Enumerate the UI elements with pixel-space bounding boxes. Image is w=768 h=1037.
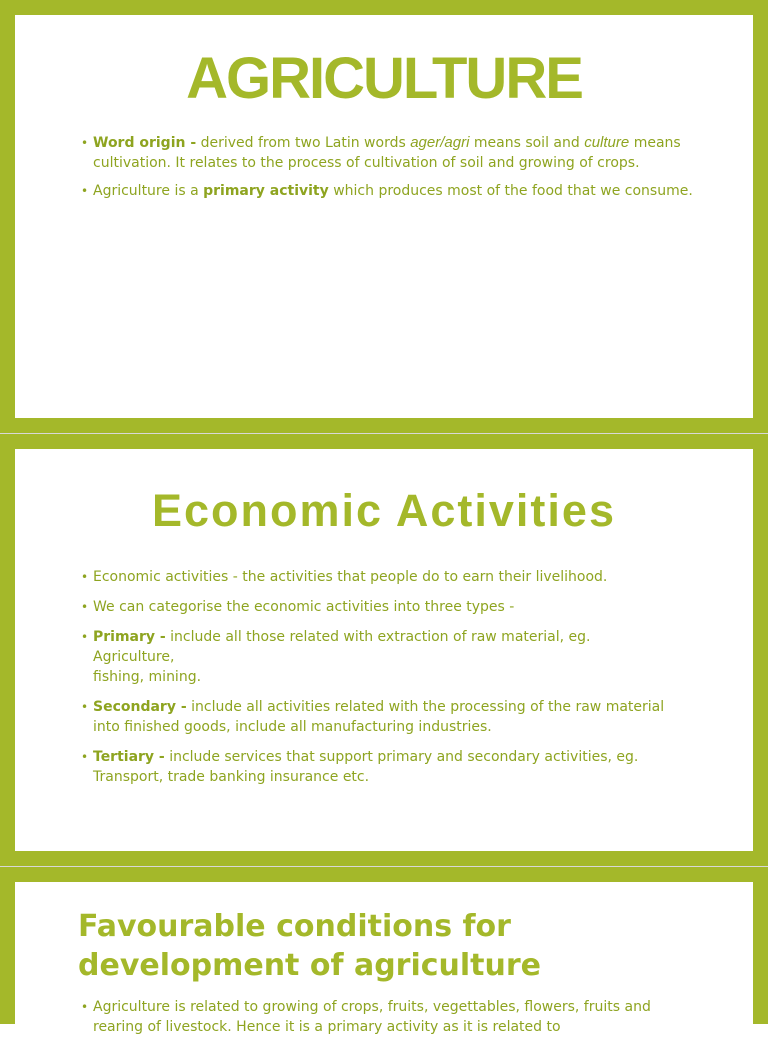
- bullet-item-definition: [81, 567, 693, 587]
- bullet-list: [81, 997, 693, 1037]
- slide-economic-activities: [0, 433, 768, 866]
- bullet-bold-label: Tertiary -: [93, 749, 165, 765]
- slide-content: [15, 882, 753, 1035]
- bullet-text: means soil and: [473, 135, 580, 151]
- bullet-text: We can categorise the economic activities into three types -: [93, 599, 515, 615]
- bullet-item-types: [81, 597, 693, 617]
- bullet-icon: •: [81, 700, 89, 714]
- bullet-icon: •: [81, 750, 89, 764]
- bullet-item-primary-activity: [81, 181, 693, 201]
- bullet-item-secondary: [81, 697, 693, 737]
- bullet-text: include all those related with extraction of raw material, eg.: [170, 629, 591, 645]
- bullet-text: which produces most of the food that we consume.: [333, 183, 693, 199]
- bullet-bold-label: primary activity: [203, 183, 329, 199]
- bullet-text: include all activities related with the processing of the raw material into finished goods, include all manufacturing industries.: [93, 699, 665, 735]
- bullet-list: [81, 133, 693, 209]
- bullet-icon: •: [81, 136, 89, 150]
- bullet-item-word-origin: [81, 133, 693, 173]
- bullet-text: means cultivation. It relates to the process of cultivation of soil and growing of crops.: [93, 135, 681, 171]
- slide-content: [15, 15, 753, 418]
- bullet-item-growing-crops: [81, 997, 693, 1037]
- slide-title: Economic Activities: [152, 485, 616, 536]
- bullet-text: Economic activities - the activities that people do to earn their livelihood.: [93, 569, 608, 585]
- bullet-icon: •: [81, 570, 89, 584]
- bullet-item-primary: [81, 627, 693, 687]
- bullet-text: include services that support primary and secondary activities, eg. Transport, trade banking insurance etc.: [93, 749, 639, 785]
- bullet-bold-label: Primary -: [93, 629, 166, 645]
- slide-agriculture: [0, 0, 768, 433]
- slide-favourable-conditions: [0, 866, 768, 1035]
- bullet-icon: •: [81, 630, 89, 644]
- bullet-text: fishing, mining.: [93, 669, 202, 685]
- bullet-bold-label: Word origin -: [93, 135, 197, 151]
- bullet-italic-term: ager/agri: [410, 134, 470, 151]
- bullet-text: Agriculture is related to growing of crops, fruits, vegettables, flowers, fruits and rearing of livestock. Hence it is a primary activity as it is related to: [93, 999, 651, 1035]
- slide-title: Favourable conditions for development of agriculture: [78, 909, 542, 983]
- bullet-text: Agriculture,: [93, 649, 175, 665]
- bullet-list: [81, 567, 693, 797]
- bullet-item-tertiary: [81, 747, 693, 787]
- bullet-italic-term: culture: [584, 134, 630, 151]
- bullet-bold-label: Secondary -: [93, 699, 187, 715]
- bullet-text: Agriculture is a: [93, 183, 199, 199]
- slide-title: AGRICULTURE: [186, 46, 582, 111]
- bullet-icon: •: [81, 600, 89, 614]
- bullet-icon: •: [81, 184, 89, 198]
- slide-content: [15, 449, 753, 851]
- bullet-text: derived from two Latin words: [200, 135, 406, 151]
- bullet-icon: •: [81, 1000, 89, 1014]
